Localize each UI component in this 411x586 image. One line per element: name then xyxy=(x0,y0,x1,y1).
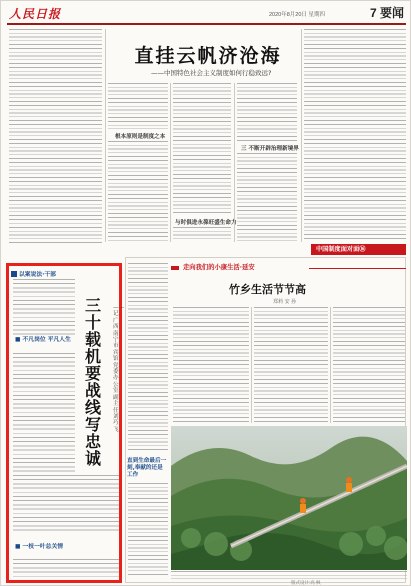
article-body-column xyxy=(13,559,119,579)
worker-figure xyxy=(346,477,352,492)
column-divider xyxy=(170,83,171,242)
article-body-column xyxy=(237,83,297,141)
article-body-column xyxy=(333,307,405,423)
article-body-column xyxy=(128,263,168,453)
issue-date: 2020年8月20日 星期四 xyxy=(269,12,325,18)
feature-title: 竹乡生活节节高 xyxy=(229,283,306,296)
article-body-column xyxy=(13,353,75,473)
photo-caption xyxy=(171,571,407,579)
article-body-column xyxy=(128,483,168,578)
story-subtitle: ■ 不凡岗位 平凡人生 xyxy=(15,337,71,343)
column-divider xyxy=(234,83,235,242)
landscape-photo-illustration xyxy=(171,426,407,570)
page-footer: 版式设计:高 枫 xyxy=(291,580,321,585)
feature-byline: 郑莉 安 孙 xyxy=(273,299,297,305)
article-body-column xyxy=(237,153,297,242)
section-subtitle: 三 不断开辟治理新境界 xyxy=(241,146,299,152)
article-body-column xyxy=(108,83,168,129)
section-subtitle: 与时俱进永葆旺盛生命力 xyxy=(175,220,237,226)
article-body-column xyxy=(9,227,102,243)
column-divider xyxy=(251,307,252,423)
article-body-column xyxy=(13,279,75,335)
column-tag-icon xyxy=(11,271,17,277)
sidebar-subtitle: 直到生命最后一刻,奉献的还是工作 xyxy=(127,458,167,478)
column-tag-text: 以案说法·干部 xyxy=(19,272,56,278)
masthead-rule xyxy=(7,23,406,25)
story-subtitle: ■ 一枝一叶总关情 xyxy=(15,544,64,550)
masthead xyxy=(7,5,406,23)
article-body-column xyxy=(173,227,231,242)
article-body-column xyxy=(173,83,231,215)
article-body-column xyxy=(173,307,249,423)
feature-photo xyxy=(171,426,407,570)
story-subheadline: ——记广西南宁市宾馆党委办公室副主任刘巧飞 xyxy=(113,305,125,433)
newspaper-logo: 人民日报 xyxy=(9,7,62,21)
article-body-column xyxy=(13,475,119,533)
article-body-column xyxy=(9,29,102,225)
column-tag xyxy=(11,269,56,278)
page-section-label: 7 要闻 xyxy=(369,6,404,20)
worker-figure xyxy=(300,498,306,513)
article-body-column xyxy=(108,141,168,242)
article-body-column xyxy=(254,307,328,423)
article-body-column xyxy=(304,29,406,241)
feature-series-banner: 走向我们的小康生活·延安 xyxy=(171,263,406,273)
lead-subheadline: ——中国特色社会主义制度如何行稳致远? xyxy=(151,69,272,77)
column-series-banner: 中国制度面对面⑯ xyxy=(311,244,406,255)
column-divider xyxy=(301,29,302,242)
story-headline: 三十载机要战线写忠诚 xyxy=(84,296,101,468)
column-divider xyxy=(330,307,331,423)
lead-headline: 直挂云帆济沧海 xyxy=(134,45,282,67)
section-subtitle: 根本原则是制度之本 xyxy=(115,134,166,140)
